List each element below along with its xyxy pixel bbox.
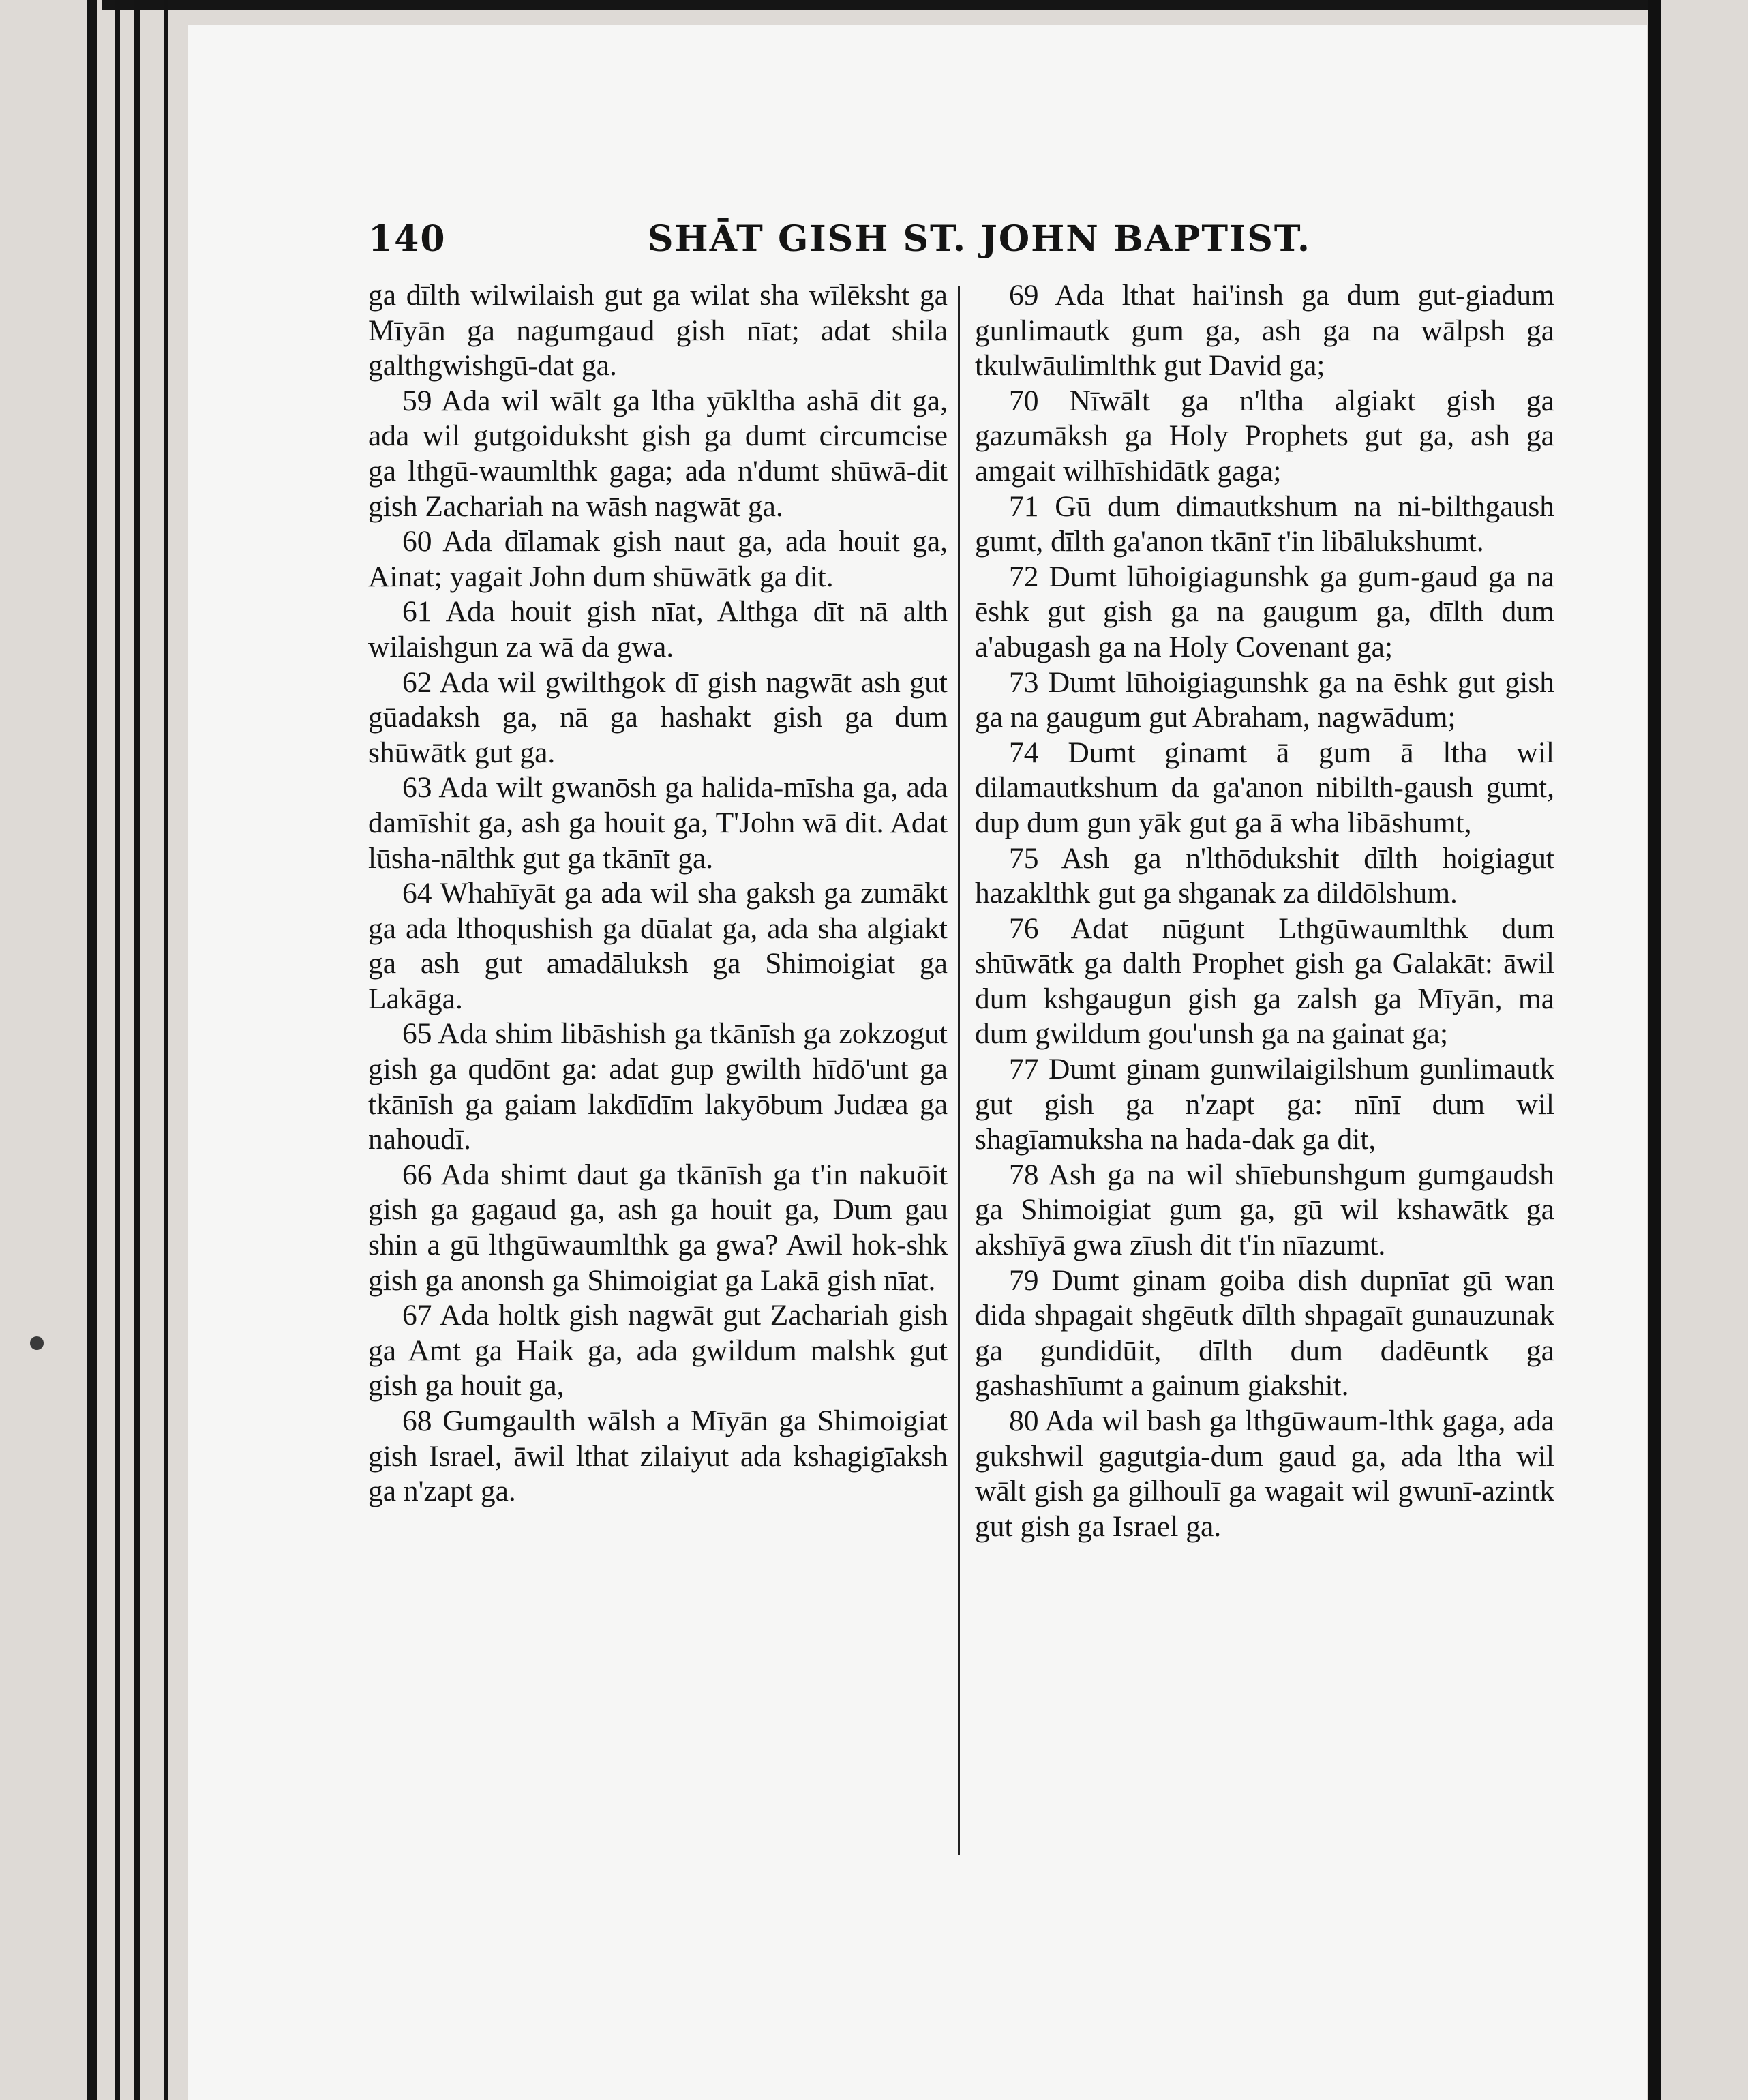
verse-text: Ada wil wālt ga ltha yūkltha ashā dit ga, ada wil gutgoiduksht gish ga dumt circumcise ga lthgū-waumlthk gaga; ada n'dumt shūwā-dit gish Zachariah na wāsh nagwāt ga. [368,384,948,523]
verse-text: Ada shimt daut ga tkānīsh ga t'in nakuōit gish ga gagaud ga, ash ga houit ga, Dum gau shin a gū lthgūwaumlthk ga gwa? Awil hok-shk gish ga anonsh ga Shimoigiat ga Lakā gish nīat. [368,1158,948,1297]
verse-number: 60 [402,525,432,558]
binding-edge [134,0,140,2100]
verse-text: Ash ga n'lthōdukshit dīlth hoigiagut hazaklthk gut ga shganak za dildōlshum. [975,841,1554,910]
verse-text: Ada lthat hai'insh ga dum gut-giadum gunlimautk gum ga, ash ga na wālpsh ga tkulwāulimlthk gut David ga; [975,279,1554,382]
verse [975,490,1554,560]
verse-number: 68 [402,1405,432,1437]
verse-number: 64 [402,877,432,910]
verse [368,1298,948,1404]
verse-number: 66 [402,1158,432,1191]
binding-edge [115,0,120,2100]
verse-text: Dumt lūhoigiagunshk ga gum-gaud ga na ēshk gut gish ga na gaugum ga, dīlth dum a'abugash ga na Holy Covenant ga; [975,560,1554,663]
verse-text: Dumt ginam gunwilaigilshum gunlimautk gut gish ga n'zapt ga: nīnī dum wil shagīamuksha na hada-dak ga dit, [975,1053,1554,1156]
left-column [368,278,948,1510]
verse [368,876,948,1017]
verse-text: Nīwālt ga n'ltha algiakt gish ga gazumāksh ga Holy Prophets gut ga, ash ga amgait wilhīshidātk gaga; [975,384,1554,487]
verse-text: Ada wil bash ga lthgūwaum-lthk gaga, ada gukshwil gagutgia-dum gaud ga, ada ltha wil wālt gish ga gilhoulī ga wagait wil gwunī-azintk gut gish ga Israel ga. [975,1405,1554,1543]
verse [368,384,948,524]
verse [368,1158,948,1298]
verse-number: 72 [1009,560,1039,593]
verse [975,560,1554,665]
verse-number: 62 [402,665,432,699]
verse [368,278,948,384]
verse [975,1404,1554,1544]
verse-number: 73 [1009,665,1039,699]
verse-number: 80 [1009,1405,1039,1437]
verse-text: Gū dum dimautkshum na ni-bilthgaush gumt, dīlth ga'anon tkānī t'in libālukshumt. [975,490,1555,558]
binding-edge-right [1648,0,1661,2100]
verse [368,595,948,665]
verse-text: Ash ga na wil shīebunshgum gumgaudsh ga Shimoigiat gum ga, gū wil kshawātk ga akshīyā gwa zīush dit t'in nīazumt. [975,1158,1554,1262]
verse [975,1158,1554,1263]
verse-text: Dumt ginamt ā gum ā ltha wil dilamautkshum da ga'anon nibilth-gaush gumt, dup dum gun yāk gut ga ā wha libāshumt, [975,736,1555,839]
verse-number: 74 [1009,736,1039,769]
binding-edge [87,0,97,2100]
verse [368,1404,948,1510]
verse-text: Ada holtk gish nagwāt gut Zachariah gish ga Amt ga Haik ga, ada gwildum malshk gut gish ga houit ga, [368,1299,948,1402]
verse-number: 63 [402,771,432,805]
verse [368,524,948,595]
verse [975,1263,1554,1404]
verse-number: 78 [1009,1158,1039,1191]
verse-text: ga dīlth wilwilaish gut ga wilat sha wīlēksht ga Mīyān ga nagumgaud gish nīat; adat shila galthgwishgū-dat ga. [368,279,948,382]
verse [368,665,948,771]
verse-number: 71 [1009,490,1039,523]
verse-number: 76 [1009,912,1039,945]
verse-number: 67 [402,1299,432,1332]
verse-text: Ada houit gish nīat, Althga dīt nā alth wilaishgun za wā da gwa. [368,595,948,663]
verse [975,736,1554,841]
column-rule [958,286,960,1855]
page-header [368,218,1316,266]
verse-number: 79 [1009,1263,1039,1297]
verse-text: Adat nūgunt Lthgūwaumlthk dum shūwātk ga dalth Prophet gish ga Galakāt: āwil dum kshgaugun gish ga zalsh ga Mīyān, ma dum gwildum gou'unsh ga na gainat ga; [975,912,1554,1051]
verse-number: 75 [1009,841,1039,875]
verse-number: 61 [402,595,432,629]
verse-number: 65 [402,1017,432,1051]
page-number: 140 [368,218,447,260]
verse [975,841,1554,912]
verse-number: 70 [1009,384,1039,417]
verse-text: Gumgaulth wālsh a Mīyān ga Shimoigiat gish Israel, āwil lthat zilaiyut ada kshagigīaksh ga n'zapt ga. [368,1405,948,1508]
verse [975,384,1554,490]
verse-text: Dumt lūhoigiagunshk ga na ēshk gut gish ga na gaugum gut Abraham, nagwādum; [975,665,1555,734]
right-column [975,278,1554,1544]
verse [975,912,1554,1052]
verse [975,1052,1554,1158]
verse [975,665,1554,736]
verse-text: Ada shim libāshish ga tkānīsh ga zokzogut gish ga qudōnt ga: adat gup gwilth hīdō'unt ga tkānīsh ga gaiam lakdīdīm lakyōbum Judæa ga nahoudī. [368,1017,948,1156]
verse [975,278,1554,384]
margin-mark [30,1336,44,1350]
verse-number: 59 [402,384,432,417]
verse-text: Ada wilt gwanōsh ga halida-mīsha ga, ada damīshit ga, ash ga houit ga, T'John wā dit. Adat lūsha-nālthk gut ga tkānīt ga. [368,771,948,875]
verse-text: Ada dīlamak gish naut ga, ada houit ga, Ainat; yagait John dum shūwātk ga dit. [368,525,948,593]
verse-text: Dumt ginam goiba dish dupnīat gū wan dida shpagait shgēutk dīlth shpagaīt gunauzunak ga gundidūit, dīlth dum dadēuntk ga gashashīumt a gainum giakshit. [975,1263,1554,1402]
scan-frame-top [102,0,1650,10]
verse-number: 77 [1009,1053,1039,1086]
verse-text: Whahīyāt ga ada wil sha gaksh ga zumākt ga ada lthoqushish ga dūalat ga, ada sha algiakt ga ash gut amadāluksh ga Shimoigiat ga Lakāga. [368,877,948,1015]
verse-text: Ada wil gwilthgok dī gish nagwāt ash gut gūadaksh ga, nā ga hashakt gish ga dum shūwātk gut ga. [368,665,948,769]
running-title: SHĀT GISH ST. JOHN BAPTIST. [648,218,1311,260]
binding-edge [164,0,168,2100]
verse [368,1017,948,1157]
verse-number: 69 [1009,279,1039,312]
verse [368,770,948,876]
